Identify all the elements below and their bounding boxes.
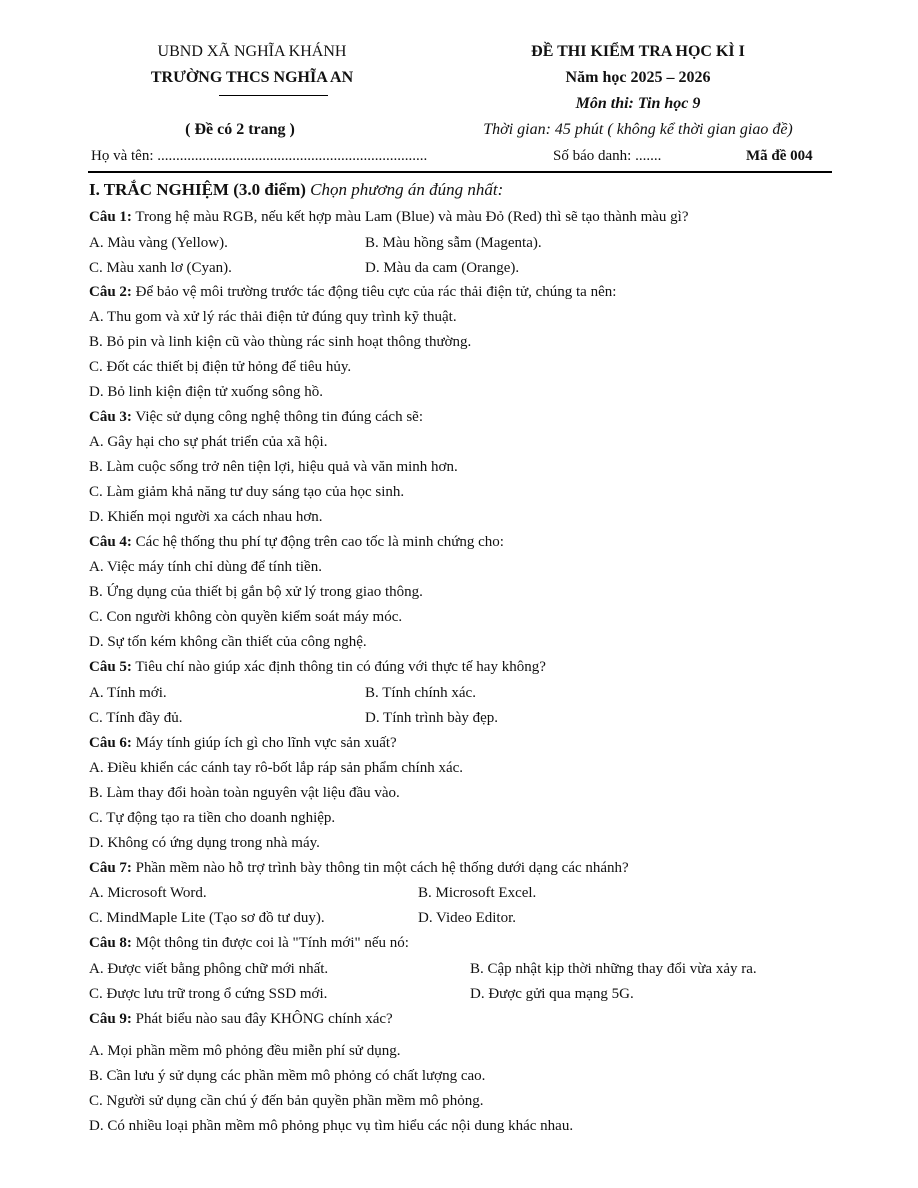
section-title: I. TRẮC NGHIỆM (3.0 điểm)	[89, 180, 306, 199]
option-d: D. Màu da cam (Orange).	[365, 260, 520, 276]
option-b: B. Ứng dụng của thiết bị gắn bộ xử lý trong giao thông.	[89, 584, 423, 600]
question-8	[89, 936, 409, 951]
question-text: Phát biểu nào sau đây KHÔNG chính xác?	[135, 1011, 393, 1027]
option-b: B. Bỏ pin và linh kiện cũ vào thùng rác sinh hoạt thông thường.	[89, 334, 472, 350]
option-a: A. Được viết bằng phông chữ mới nhất.	[89, 961, 329, 977]
option-d: D. Sự tốn kém không cần thiết của công nghệ.	[89, 634, 367, 650]
option-a: A. Gây hại cho sự phát triển của xã hội.	[89, 434, 328, 450]
option-d: D. Không có ứng dụng trong nhà máy.	[89, 835, 320, 851]
option-b: B. Tính chính xác.	[365, 685, 476, 701]
question-label: Câu 7:	[89, 860, 132, 876]
exam-code: Mã đề 004	[746, 148, 813, 164]
option-d: D. Tính trình bày đẹp.	[365, 710, 499, 726]
question-7	[89, 861, 629, 876]
exam-title: ĐỀ THI KIỂM TRA HỌC KÌ I	[531, 43, 745, 60]
option-c: C. Tính đầy đủ.	[89, 710, 183, 726]
header-divider	[88, 171, 832, 173]
subject: Môn thi: Tin học 9	[575, 95, 701, 112]
option-d: D. Được gửi qua mạng 5G.	[470, 986, 634, 1002]
option-b: B. Cập nhật kịp thời những thay đổi vừa xảy ra.	[470, 961, 757, 977]
question-1	[89, 210, 689, 225]
section-instruction: Chọn phương án đúng nhất:	[310, 180, 504, 199]
student-name-field: Họ và tên: ........................................................................	[91, 148, 428, 164]
question-label: Câu 2:	[89, 284, 132, 300]
option-d: D. Có nhiều loại phần mềm mô phỏng phục vụ tìm hiểu các nội dung khác nhau.	[89, 1118, 574, 1134]
question-text: Để bảo vệ môi trường trước tác động tiêu cực của rác thải điện tử, chúng ta nên:	[135, 284, 617, 300]
school-underline	[219, 95, 328, 96]
option-a: A. Thu gom và xử lý rác thải điện tử đúng quy trình kỹ thuật.	[89, 309, 457, 325]
option-d: D. Bỏ linh kiện điện tử xuống sông hồ.	[89, 384, 323, 400]
school-name: TRƯỜNG THCS NGHĨA AN	[150, 69, 354, 86]
option-b: B. Làm cuộc sống trở nên tiện lợi, hiệu quả và văn minh hơn.	[89, 459, 458, 475]
option-c: C. Tự động tạo ra tiền cho doanh nghiệp.	[89, 810, 336, 826]
option-a: A. Việc máy tính chỉ dùng để tính tiền.	[89, 559, 322, 575]
question-label: Câu 9:	[89, 1011, 132, 1027]
question-text: Tiêu chí nào giúp xác định thông tin có đúng với thực tế hay không?	[135, 659, 546, 675]
question-text: Các hệ thống thu phí tự động trên cao tốc là minh chứng cho:	[135, 534, 504, 550]
option-b: B. Màu hồng sẫm (Magenta).	[365, 235, 542, 251]
question-label: Câu 3:	[89, 409, 132, 425]
option-a: A. Mọi phần mềm mô phỏng đều miễn phí sử dụng.	[89, 1043, 401, 1059]
option-d: D. Video Editor.	[418, 910, 516, 926]
school-year: Năm học 2025 – 2026	[565, 69, 711, 86]
question-label: Câu 1:	[89, 209, 132, 225]
option-b: B. Microsoft Excel.	[418, 885, 537, 901]
option-d: D. Khiến mọi người xa cách nhau hơn.	[89, 509, 323, 525]
option-c: C. Màu xanh lơ (Cyan).	[89, 260, 232, 276]
option-a: A. Microsoft Word.	[89, 885, 207, 901]
option-b: B. Làm thay đổi hoàn toàn nguyên vật liệu đầu vào.	[89, 785, 400, 801]
question-label: Câu 5:	[89, 659, 132, 675]
question-2	[89, 285, 616, 300]
question-text: Việc sử dụng công nghệ thông tin đúng cách sẽ:	[135, 409, 423, 425]
option-b: B. Cần lưu ý sử dụng các phần mềm mô phỏng có chất lượng cao.	[89, 1068, 486, 1084]
question-label: Câu 8:	[89, 935, 132, 951]
exam-time: Thời gian: 45 phút ( không kể thời gian giao đề)	[483, 121, 793, 138]
option-c: C. Đốt các thiết bị điện tử hỏng để tiêu hủy.	[89, 359, 352, 375]
pages-note: ( Đề có 2 trang )	[185, 121, 295, 138]
option-a: A. Tính mới.	[89, 685, 167, 701]
option-a: A. Điều khiển các cánh tay rô-bốt lắp ráp sản phẩm chính xác.	[89, 760, 464, 776]
section-heading	[89, 181, 503, 198]
question-label: Câu 6:	[89, 735, 132, 751]
option-c: C. MindMaple Lite (Tạo sơ đồ tư duy).	[89, 910, 325, 926]
question-text: Phần mềm nào hỗ trợ trình bày thông tin một cách hệ thống dưới dạng các nhánh?	[135, 860, 629, 876]
question-6	[89, 736, 397, 751]
option-c: C. Được lưu trữ trong ổ cứng SSD mới.	[89, 986, 328, 1002]
question-5	[89, 660, 546, 675]
question-text: Trong hệ màu RGB, nếu kết hợp màu Lam (Blue) và màu Đỏ (Red) thì sẽ tạo thành màu gì?	[135, 209, 689, 225]
option-a: A. Màu vàng (Yellow).	[89, 235, 228, 251]
candidate-number-field: Số báo danh: .......	[553, 148, 662, 164]
question-4	[89, 535, 504, 550]
option-c: C. Làm giảm khả năng tư duy sáng tạo của học sinh.	[89, 484, 405, 500]
option-c: C. Con người không còn quyền kiểm soát máy móc.	[89, 609, 403, 625]
question-text: Máy tính giúp ích gì cho lĩnh vực sản xuất?	[135, 735, 397, 751]
question-text: Một thông tin được coi là "Tính mới" nếu nó:	[135, 935, 409, 951]
question-9	[89, 1012, 393, 1027]
option-c: C. Người sử dụng cần chú ý đến bản quyền phần mềm mô phỏng.	[89, 1093, 484, 1109]
question-label: Câu 4:	[89, 534, 132, 550]
question-3	[89, 410, 423, 425]
district-name: UBND XÃ NGHĨA KHÁNH	[157, 43, 347, 60]
